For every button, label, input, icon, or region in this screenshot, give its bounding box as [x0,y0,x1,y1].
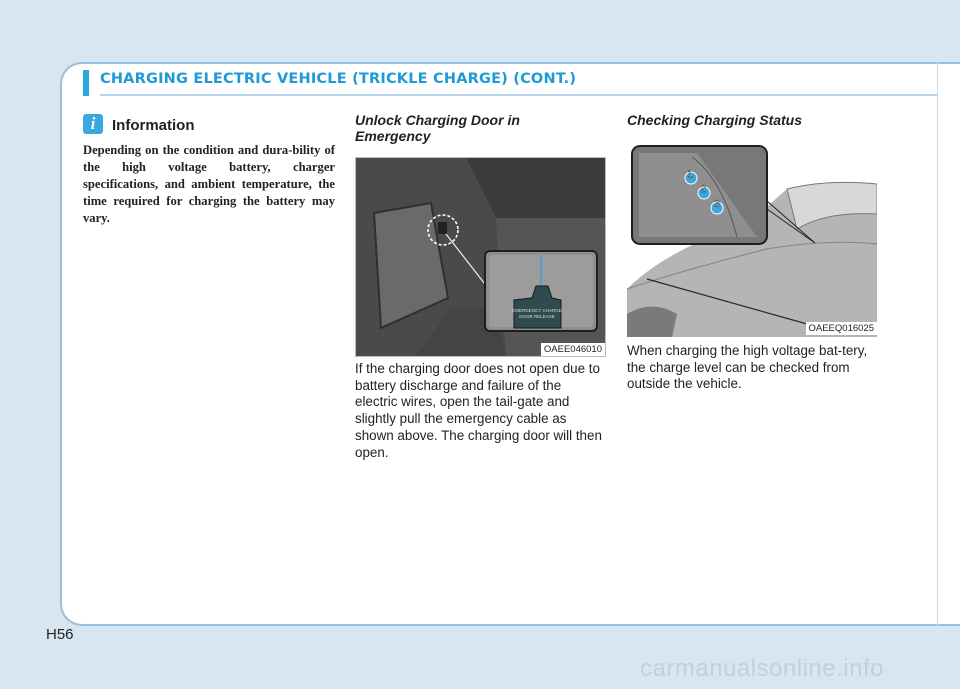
right-margin-line [937,62,938,626]
title-rule [100,94,938,96]
indicator-3-label: 3 [714,199,720,210]
svg-text:EMERGENCY CHARGE: EMERGENCY CHARGE [512,308,562,313]
indicator-2-label: 2 [700,184,706,195]
status-body: When charging the high voltage bat-tery, the charge level can be checked from outside the vehicle. [627,343,868,392]
charge-status-svg [627,139,877,337]
info-icon: i [83,114,103,134]
page-number: H56 [46,626,74,643]
charge-status-illustration [627,139,877,337]
trunk-illustration-svg [356,158,605,356]
unlock-body: If the charging door does not open due to battery discharge and failure of the electric wires, open the tail-gate and slightly pull the emergency cable as shown above. The charging door will then open. [355,361,602,460]
trunk-illustration [355,157,606,357]
status-figure-label: OAEEQ016025 [806,322,878,335]
section-title: CHARGING ELECTRIC VEHICLE (TRICKLE CHARGE) (CONT.) [100,71,577,87]
unlock-figure-label: OAEE046010 [541,343,605,356]
info-heading: Information [112,117,195,134]
info-body: Depending on the condition and dura-bility of the high voltage battery, charger specifications, and ambient temperature, the time required for charging the battery may vary. [83,143,335,225]
indicator-1-label: 1 [687,169,693,180]
status-heading: Checking Charging Status [627,112,803,128]
title-accent-bar [83,70,89,96]
svg-text:DOOR RELEASE: DOOR RELEASE [519,314,555,319]
site-watermark: carmanualsonline.info [640,655,884,682]
unlock-heading: Unlock Charging Door in Emergency [355,112,520,144]
